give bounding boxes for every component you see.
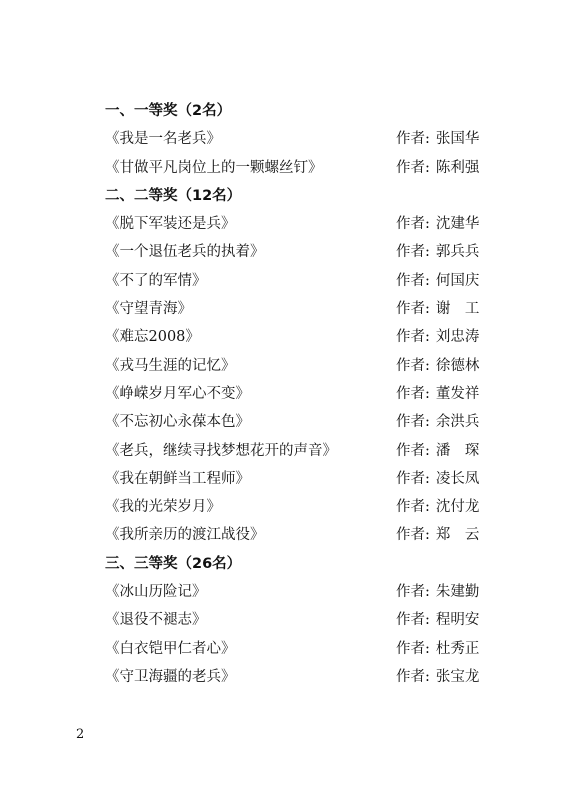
award-entry [105, 238, 500, 266]
entry-title: 《脱下军装还是兵》 [105, 216, 236, 233]
author-name: 沈付龙 [435, 499, 480, 516]
entry-title: 《峥嵘岁月军心不变》 [105, 385, 250, 402]
entry-author [396, 154, 479, 182]
author-label: 作者: [396, 357, 430, 374]
award-entry [105, 408, 500, 436]
award-entry [105, 125, 500, 153]
author-label: 作者: [396, 470, 430, 487]
award-entry [105, 352, 500, 380]
entry-author [396, 578, 479, 606]
entry-title: 《白衣铠甲仁者心》 [105, 640, 236, 657]
author-name: 朱建勤 [435, 584, 480, 601]
entry-author [396, 125, 479, 153]
entry-author [396, 521, 479, 549]
entry-author [396, 663, 479, 691]
author-name: 陈利强 [435, 159, 480, 176]
entry-title: 《退役不褪志》 [105, 612, 207, 629]
award-entry [105, 465, 500, 493]
entry-title: 《一个退伍老兵的执着》 [105, 244, 265, 261]
author-name: 潘 琛 [435, 442, 480, 459]
author-name: 徐德林 [435, 357, 480, 374]
author-name: 程明安 [435, 612, 480, 629]
author-name: 余洪兵 [435, 414, 480, 431]
entry-author [396, 267, 479, 295]
award-entry [105, 437, 500, 465]
entry-title: 《冰山历险记》 [105, 584, 207, 601]
author-name: 郭兵兵 [435, 244, 480, 261]
entry-title: 《守望青海》 [105, 301, 192, 318]
section-heading: 二、二等奖（12名） [105, 187, 242, 204]
author-name: 张国华 [435, 131, 480, 148]
entry-author [396, 380, 479, 408]
author-label: 作者: [396, 640, 430, 657]
author-label: 作者: [396, 499, 430, 516]
author-label: 作者: [396, 272, 430, 289]
entry-title: 《戎马生涯的记忆》 [105, 357, 236, 374]
entry-author [396, 408, 479, 436]
author-label: 作者: [396, 668, 430, 685]
award-entry [105, 606, 500, 634]
award-entry [105, 380, 500, 408]
author-label: 作者: [396, 244, 430, 261]
entry-title: 《甘做平凡岗位上的一颗螺丝钉》 [105, 159, 323, 176]
author-label: 作者: [396, 329, 430, 346]
author-name: 刘忠涛 [435, 329, 480, 346]
entry-title: 《我是一名老兵》 [105, 131, 221, 148]
author-label: 作者: [396, 612, 430, 629]
award-entry [105, 663, 500, 691]
author-label: 作者: [396, 131, 430, 148]
award-entry [105, 323, 500, 351]
award-entry [105, 493, 500, 521]
entry-author [396, 352, 479, 380]
award-entry [105, 635, 500, 663]
entry-author [396, 323, 479, 351]
author-label: 作者: [396, 527, 430, 544]
author-label: 作者: [396, 442, 430, 459]
entry-author [396, 635, 479, 663]
author-name: 谢 工 [435, 301, 480, 318]
author-label: 作者: [396, 385, 430, 402]
author-name: 凌长凤 [435, 470, 480, 487]
entry-title: 《不了的军情》 [105, 272, 207, 289]
section-heading: 一、一等奖（2名） [105, 103, 232, 119]
entry-title: 《我所亲历的渡江战役》 [105, 527, 265, 544]
award-list [105, 97, 500, 691]
entry-author [396, 493, 479, 521]
entry-author [396, 437, 479, 465]
entry-author [396, 465, 479, 493]
entry-title: 《不忘初心永葆本色》 [105, 414, 250, 431]
award-entry [105, 154, 500, 182]
author-label: 作者: [396, 159, 430, 176]
author-name: 杜秀正 [435, 640, 480, 657]
author-name: 董发祥 [435, 385, 480, 402]
author-label: 作者: [396, 584, 430, 601]
page-number: 2 [76, 727, 85, 742]
award-entry [105, 295, 500, 323]
entry-author [396, 295, 479, 323]
author-label: 作者: [396, 301, 430, 318]
author-name: 张宝龙 [435, 668, 480, 685]
entry-title: 《我在朝鲜当工程师》 [105, 470, 250, 487]
award-entry [105, 267, 500, 295]
award-entry [105, 210, 500, 238]
entry-author [396, 210, 479, 238]
author-name: 沈建华 [435, 216, 480, 233]
entry-author [396, 606, 479, 634]
entry-title: 《我的光荣岁月》 [105, 499, 221, 516]
entry-author [396, 238, 479, 266]
entry-title: 《守卫海疆的老兵》 [105, 668, 236, 685]
award-entry [105, 521, 500, 549]
award-entry [105, 578, 500, 606]
entry-title: 《老兵，继续寻找梦想花开的声音》 [105, 442, 337, 459]
author-label: 作者: [396, 216, 430, 233]
author-name: 郑 云 [435, 527, 480, 544]
section-heading: 三、三等奖（26名） [105, 555, 242, 572]
author-label: 作者: [396, 414, 430, 431]
author-name: 何国庆 [435, 272, 480, 289]
entry-title: 《难忘2008》 [105, 329, 200, 346]
